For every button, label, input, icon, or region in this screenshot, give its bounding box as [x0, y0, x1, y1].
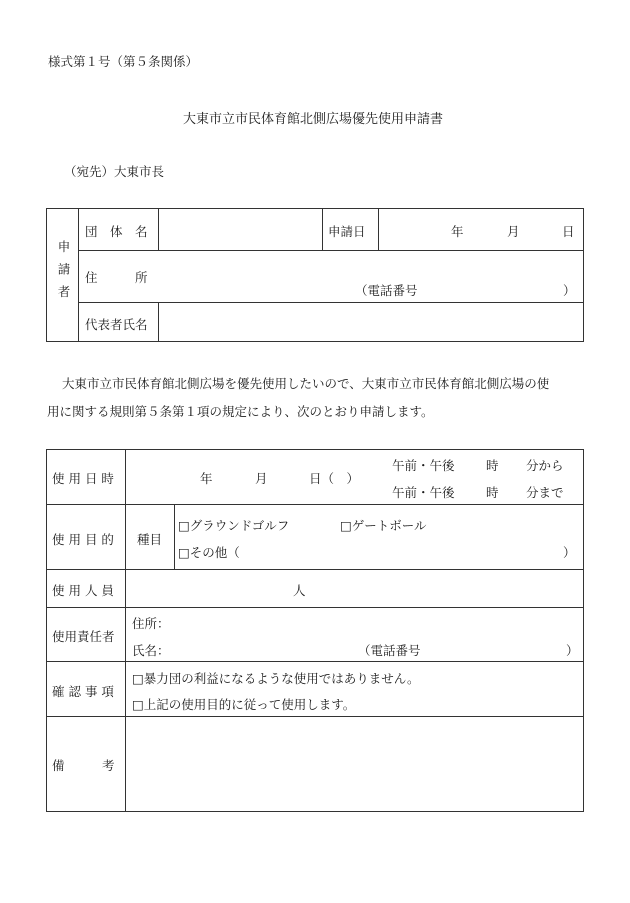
- usage-ampm-start[interactable]: 午前・午後: [392, 458, 455, 473]
- usage-month-unit: 月: [255, 471, 268, 486]
- usage-year-unit: 年: [200, 471, 213, 486]
- confirm-label: 確 認 事 項: [52, 684, 114, 699]
- usage-day-paren: 日（ ）: [309, 471, 360, 486]
- option-gateball-checkbox[interactable]: □ゲートボール: [340, 518, 427, 533]
- usage-hour-start-unit: 時: [486, 458, 499, 473]
- applicant-phone-label: （電話番号: [355, 283, 418, 298]
- manager-phone-label: （電話番号: [358, 643, 421, 658]
- manager-name-label: 氏名：: [132, 643, 170, 658]
- usage-ampm-end[interactable]: 午前・午後: [392, 485, 455, 500]
- application-day-unit: 日: [562, 224, 575, 239]
- event-type-label: 種目: [137, 532, 163, 547]
- option-other-checkbox[interactable]: □その他（: [178, 545, 240, 560]
- form-title: 大東市立市民体育館北側広場優先使用申請書: [183, 112, 444, 127]
- usage-datetime-label: 使 用 日 時: [52, 471, 114, 486]
- body-text-line2: 用に関する規則第５条第１項の規定により、次のとおり申請します。: [47, 404, 434, 419]
- usage-to-text: 分まで: [526, 485, 564, 500]
- people-unit: 人: [293, 583, 306, 598]
- remarks-label: 備 考: [52, 758, 115, 773]
- confirm-no-gang-checkbox[interactable]: □暴力団の利益になるような使用ではありません。: [132, 671, 420, 686]
- manager-label: 使用責任者: [52, 629, 115, 644]
- applicant-side-label: 申請者: [56, 240, 71, 308]
- option-groundgolf-checkbox[interactable]: □グラウンドゴルフ: [178, 518, 290, 533]
- org-name-field[interactable]: [162, 216, 318, 244]
- confirm-purpose-checkbox[interactable]: □上記の使用目的に従って使用します。: [132, 697, 356, 712]
- org-name-label: 団 体 名: [85, 224, 148, 239]
- usage-purpose-label: 使 用 目 的: [52, 532, 114, 547]
- applicant-phone-close: ）: [563, 283, 576, 298]
- remarks-field[interactable]: [130, 722, 578, 806]
- form-number: 様式第１号（第５条関係）: [48, 54, 199, 69]
- option-other-close: ）: [563, 545, 576, 560]
- usage-people-label: 使 用 人 員: [52, 583, 114, 598]
- application-month-unit: 月: [507, 224, 520, 239]
- usage-from-text: 分から: [526, 458, 564, 473]
- manager-phone-close: ）: [566, 643, 579, 658]
- application-date-label: 申請日: [328, 224, 366, 239]
- usage-hour-end-unit: 時: [486, 485, 499, 500]
- addressee: （宛先）大東市長: [64, 164, 165, 179]
- body-text-line1: 大東市立市民体育館北側広場を優先使用したいので、大東市立市民体育館北側広場の使: [62, 376, 550, 391]
- representative-label: 代表者氏名: [85, 317, 148, 332]
- representative-field[interactable]: [162, 307, 578, 337]
- application-year-unit: 年: [451, 224, 464, 239]
- manager-address-label: 住所：: [132, 616, 170, 631]
- applicant-address-label: 住 所: [85, 270, 148, 285]
